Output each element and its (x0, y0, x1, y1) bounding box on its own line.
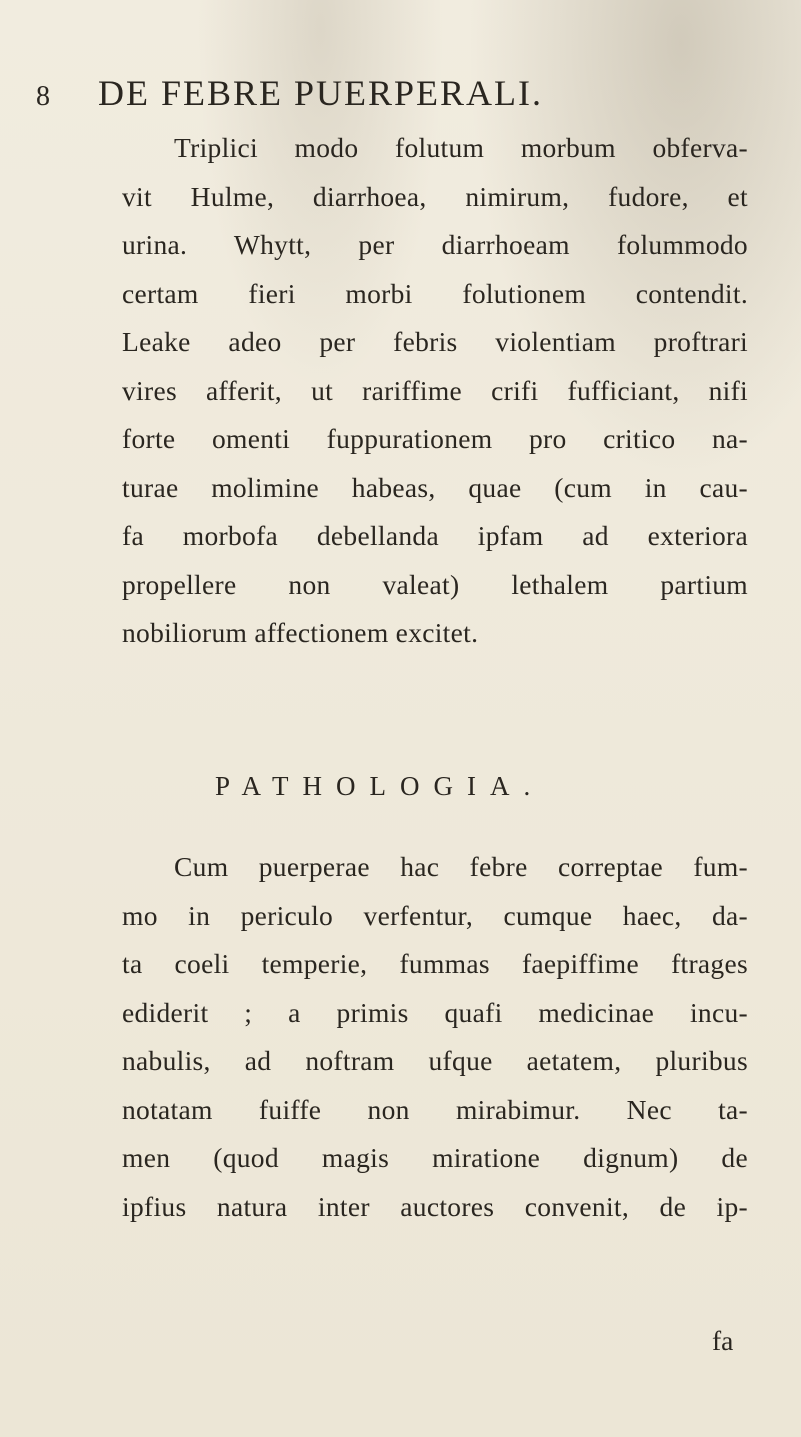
text-line: turae molimine habeas, quae (cum in cau- (122, 471, 748, 503)
text-line: nabulis, ad noftram ufque aetatem, pluribus (122, 1045, 748, 1076)
catchword: fa (712, 1325, 734, 1356)
text-line: forte omenti fuppurationem pro critico na- (122, 423, 748, 454)
text-line: Triplici modo folutum morbum obferva- (174, 132, 748, 163)
text-line: certam fieri morbi folutionem contendit. (122, 277, 748, 309)
running-head-title: DE FEBRE PUERPERALI. (98, 73, 544, 113)
text-line: vit Hulme, diarrhoea, nimirum, fudore, et (122, 180, 748, 212)
running-head (36, 72, 756, 122)
text-line: ipfius natura inter auctores convenit, de ip- (122, 1190, 748, 1222)
section-heading: PATHOLOGIA. (215, 771, 545, 801)
paragraph-1 (122, 124, 748, 658)
text-line: fa morbofa debellanda ipfam ad exteriora (122, 520, 748, 551)
text-line: urina. Whytt, per diarrhoeam folummodo (122, 229, 748, 260)
text-line: men (quod magis miratione dignum) de (122, 1142, 748, 1173)
text-line: mo in periculo verfentur, cumque haec, da- (122, 899, 748, 931)
paragraph-2 (122, 843, 748, 1231)
text-line: nobiliorum affectionem excitet. (122, 617, 479, 648)
text-line: vires afferit, ut rariffime crifi fufficiant, nifi (122, 374, 748, 406)
page-number: 8 (36, 81, 50, 112)
text-line: notatam fuiffe non mirabimur. Nec ta- (122, 1093, 748, 1125)
text-line: Cum puerperae hac febre correptae fum- (174, 851, 748, 882)
text-line: propellere non valeat) lethalem partium (122, 568, 748, 600)
text-line: ediderit ; a primis quafi medicinae incu- (122, 996, 748, 1028)
text-line: ta coeli temperie, fummas faepiffime ftrages (122, 948, 748, 979)
text-line: Leake adeo per febris violentiam proftrari (122, 326, 748, 357)
